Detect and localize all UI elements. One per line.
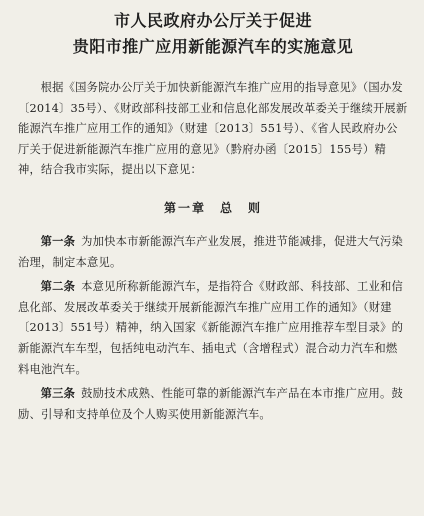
article-1-label: 第一条: [40, 234, 76, 248]
intro-paragraph: 根据《国务院办公厅关于加快新能源汽车推广应用的指导意见》（国办发〔2014〕35号）、《财政部科技部工业和信息化部发展改革委关于继续开展新能源汽车推广应用工作的通知》（财建〔2013〕551号）、《省人民政府办公厅关于促进新能源汽车推广应用的意见》（黔府办函〔2015〕155号）精神，结合我市实际，提出以下意见：: [18, 81, 408, 177]
article-2: [18, 277, 408, 380]
article-1: [18, 232, 408, 273]
document-title: [18, 6, 408, 60]
title-line-1: 市人民政府办公厅关于促进: [113, 11, 312, 30]
article-1-text: 为加快本市新能源汽车产业发展，推进节能减排，促进大气污染治理，制定本意见。: [18, 234, 404, 269]
article-3-text: 鼓励技术成熟、性能可靠的新能源汽车产品在本市推广应用。鼓励、引导和支持单位及个人购买使用新能源汽车。: [18, 387, 404, 421]
article-2-label: 第二条: [40, 280, 76, 294]
article-2-text: 本意见所称新能源汽车，是指符合《财政部、科技部、工业和信息化部、发展改革委关于继续开展新能源汽车推广应用工作的通知》（财建〔2013〕551号）精神，纳入国家《新能源汽车推广应用推荐车型目录》的新能源汽车车型，包括纯电动汽车、插电式（含增程式）混合动力汽车和燃料电池汽车。: [18, 280, 404, 376]
article-3-label: 第三条: [40, 387, 76, 401]
article-3: [18, 384, 408, 425]
title-line-2: 贵阳市推广应用新能源汽车的实施意见: [72, 37, 354, 56]
chapter-heading: 第一章 总 则: [163, 200, 262, 215]
